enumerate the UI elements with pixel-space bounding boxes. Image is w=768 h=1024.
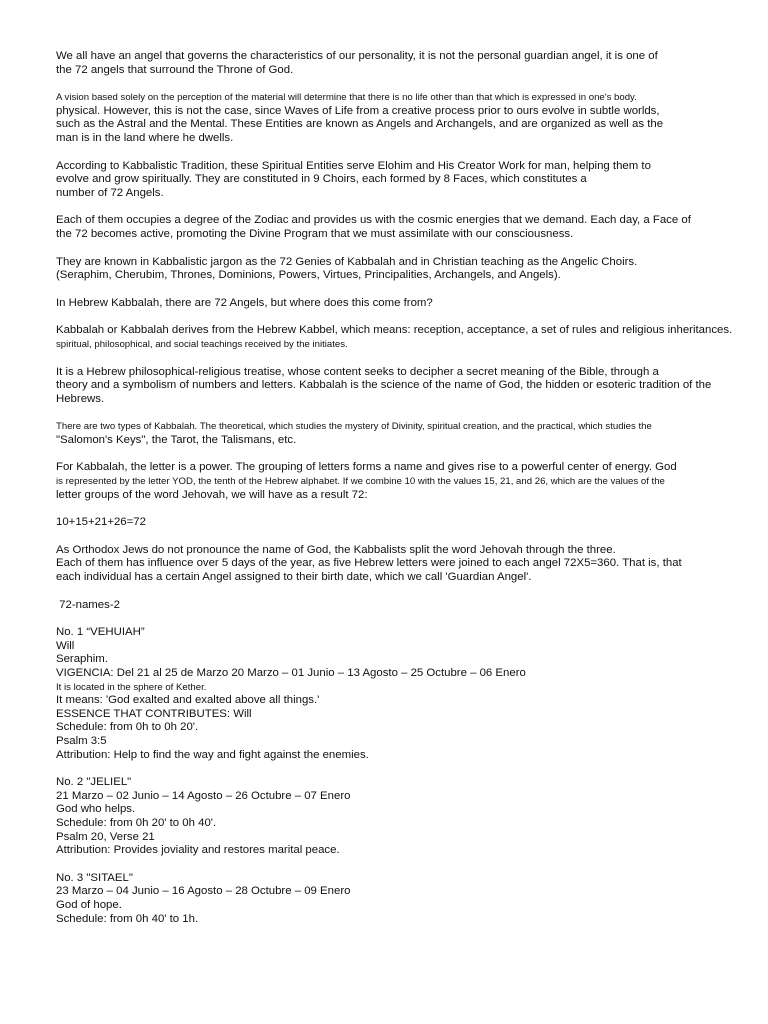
text-line: letter groups of the word Jehovah, we will have as a result 72: [56,488,368,501]
paragraph-definition [56,324,756,351]
paragraph-orthodox [56,544,756,585]
text-line: A vision based solely on the perception of the material will determine that there is no life other than that which is expressed in one's body. [56,92,637,104]
text-line: (Seraphim, Cherubim, Thrones, Dominions, Powers, Virtues, Principalities, Archangels, and Angels). [56,269,561,282]
text-line: evolve and grow spiritually. They are constituted in 9 Choirs, each formed by 8 Faces, which constitutes a [56,173,587,186]
text-line: each individual has a certain Angel assigned to their birth date, which we call 'Guardian Angel'. [56,571,532,584]
angel-entry-3 [56,872,756,926]
angel-attribute: Will [56,639,75,652]
angel-meaning: It means: 'God exalted and exalted above all things.' [56,694,320,707]
text-line: For Kabbalah, the letter is a power. The grouping of letters forms a name and gives rise to a powerful center of energy. God [56,461,677,474]
text-line: Kabbalah or Kabbalah derives from the Hebrew Kabbel, which means: reception, acceptance, a set of rules and religious inheritances. [56,324,733,337]
angel-schedule: Schedule: from 0h 40' to 1h. [56,912,199,925]
image-alt-text: 72-names-2 [56,598,120,611]
text-line: According to Kabbalistic Tradition, these Spiritual Entities serve Elohim and His Creator Work for man, helping them to [56,159,651,172]
text-line: is represented by the letter YOD, the tenth of the Hebrew alphabet. If we combine 10 with the values 15, 21, and 26, which are the values of the [56,476,665,488]
equation-line: 10+15+21+26=72 [56,516,146,529]
paragraph-genies [56,256,756,283]
text-line: Hebrews. [56,392,105,405]
text-line: They are known in Kabbalistic jargon as the 72 Genies of Kabbalah and in Christian teaching as the Angelic Choirs. [56,255,638,268]
paragraph-vision [56,91,756,145]
angel-meaning: God who helps. [56,803,136,816]
paragraph-question [56,297,756,311]
text-line: There are two types of Kabbalah. The theoretical, which studies the mystery of Divinity, spiritual creation, and the practical, which studies the [56,421,652,433]
angel-psalm: Psalm 20, Verse 21 [56,830,155,843]
paragraph-intro [56,50,756,77]
text-line: theory and a symbolism of numbers and letters. Kabbalah is the science of the name of God, the hidden or esoteric tradition of the [56,379,712,392]
angel-essence: ESSENCE THAT CONTRIBUTES: Will [56,707,252,720]
angel-schedule: Schedule: from 0h 20' to 0h 40'. [56,816,217,829]
angel-psalm: Psalm 3:5 [56,734,107,747]
text-line: "Salomon's Keys", the Tarot, the Talismans, etc. [56,433,297,446]
angel-title: No. 3 "SITAEL" [56,871,133,884]
text-line: physical. However, this is not the case, since Waves of Life from a creative process prior to ours evolve in subtle worlds, [56,104,660,117]
paragraph-types [56,420,756,447]
paragraph-equation [56,516,756,530]
angel-sphere: It is located in the sphere of Kether. [56,681,207,693]
text-line: We all have an angel that governs the characteristics of our personality, it is not the personal guardian angel, it is one of [56,50,658,62]
document-page [56,50,756,940]
text-line: such as the Astral and the Mental. These Entities are known as Angels and Archangels, and are organized as well as the [56,118,664,131]
text-line: In Hebrew Kabbalah, there are 72 Angels, but where does this come from? [56,296,433,309]
angel-dates: VIGENCIA: Del 21 al 25 de Marzo 20 Marzo – 01 Junio – 13 Agosto – 25 Octubre – 06 Enero [56,667,526,679]
angel-attribution: Attribution: Help to find the way and fight against the enemies. [56,748,369,761]
text-line: the 72 becomes active, promoting the Divine Program that we must assimilate with our consciousness. [56,227,574,240]
paragraph-treatise [56,366,756,407]
text-line: number of 72 Angels. [56,186,164,199]
text-line: man is in the land where he dwells. [56,131,234,144]
text-line: Each of them occupies a degree of the Zodiac and provides us with the cosmic energies that we demand. Each day, a Face of [56,214,691,227]
paragraph-tradition [56,160,756,201]
text-line: spiritual, philosophical, and social teachings received by the initiates. [56,338,348,350]
angel-attribution: Attribution: Provides joviality and restores marital peace. [56,844,340,857]
angel-dates: 23 Marzo – 04 Junio – 16 Agosto – 28 Octubre – 09 Enero [56,885,351,898]
paragraph-image-caption [56,599,756,613]
text-line: It is a Hebrew philosophical-religious treatise, whose content seeks to decipher a secret meaning of the Bible, through a [56,365,659,378]
angel-entry-1 [56,626,756,762]
paragraph-zodiac [56,214,756,241]
paragraph-letter-power [56,461,756,502]
angel-title: No. 2 "JELIEL" [56,776,132,789]
angel-dates: 21 Marzo – 02 Junio – 14 Agosto – 26 Octubre – 07 Enero [56,789,351,802]
text-line: the 72 angels that surround the Throne of God. [56,63,294,76]
text-line: Each of them has influence over 5 days of the year, as five Hebrew letters were joined to each angel 72X5=360. That is, that [56,557,682,570]
angel-entry-2 [56,776,756,858]
angel-meaning: God of hope. [56,898,122,911]
angel-choir: Seraphim. [56,653,108,666]
angel-schedule: Schedule: from 0h to 0h 20'. [56,721,199,734]
text-line: As Orthodox Jews do not pronounce the name of God, the Kabbalists split the word Jehovah through the three. [56,543,616,556]
angel-title: No. 1 “VEHUIAH” [56,626,145,639]
